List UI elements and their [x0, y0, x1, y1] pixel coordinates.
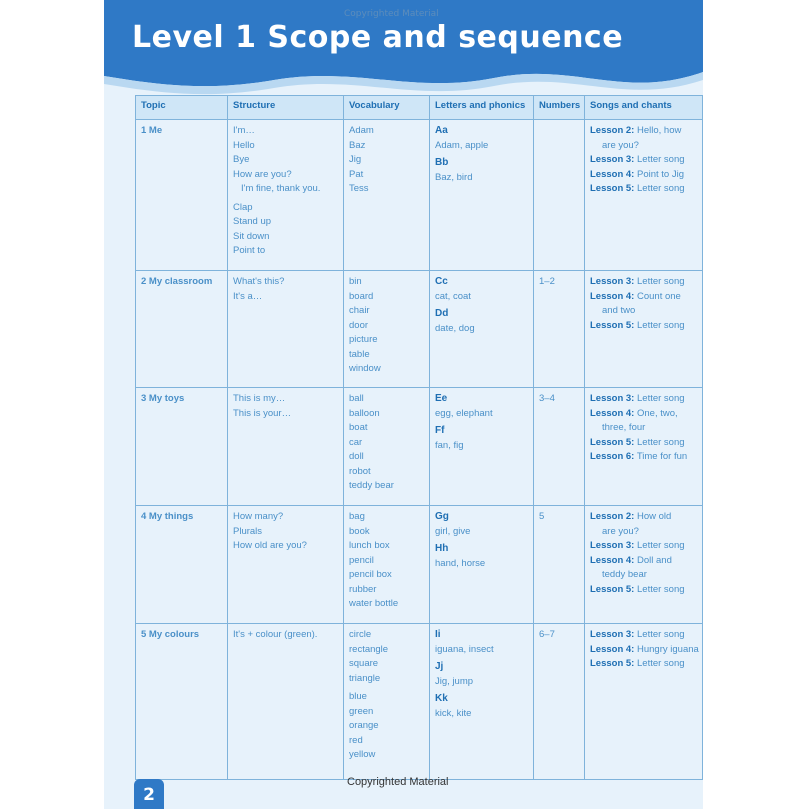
vocabulary-word: lunch box	[349, 540, 390, 551]
vocabulary-cell	[344, 271, 430, 388]
topic-cell: 3 My toys	[136, 388, 228, 506]
phonics-words: hand, horse	[435, 557, 486, 569]
song-lesson-label: Lesson 5:	[590, 583, 635, 595]
topic-cell: 5 My colours	[136, 624, 228, 780]
song-lesson-label: Lesson 3:	[590, 154, 635, 165]
song-lesson-label: Lesson 3:	[590, 540, 635, 551]
topic-cell: 2 My classroom	[136, 271, 228, 388]
song-entry	[590, 124, 697, 139]
numbers-cell: 3–4	[534, 388, 585, 506]
vocabulary-word: triangle	[349, 672, 381, 684]
vocabulary-word: bin	[349, 276, 362, 287]
structure-line: I'm fine, thank you.	[241, 183, 321, 194]
song-lesson-label: Lesson 5:	[590, 436, 635, 448]
song-title: Letter song	[637, 583, 685, 595]
structure-cell	[228, 624, 344, 780]
phonics-cell	[430, 388, 534, 506]
table-row	[136, 506, 703, 624]
song-lesson-label: Lesson 5:	[590, 183, 635, 194]
song-entry	[590, 450, 697, 465]
phonics-letters: Ee	[435, 393, 448, 404]
song-entry	[590, 436, 697, 451]
song-lesson-label: Lesson 6:	[590, 451, 635, 462]
column-header: Vocabulary	[344, 96, 430, 120]
song-lesson-label: Lesson 2:	[590, 125, 635, 136]
structure-line: This is your…	[233, 407, 292, 419]
structure-line: Bye	[233, 154, 250, 165]
phonics-words: Jig, jump	[435, 675, 474, 687]
phonics-words: date, dog	[435, 322, 475, 334]
song-title: Letter song	[637, 154, 685, 165]
song-title-continued: are you?	[602, 139, 639, 151]
numbers-cell: 5	[534, 506, 585, 624]
song-title: Count one	[637, 290, 681, 302]
vocabulary-word: balloon	[349, 407, 380, 419]
song-lesson-label: Lesson 4:	[590, 643, 635, 655]
document-page	[104, 0, 703, 809]
phonics-letters: Ii	[435, 629, 441, 640]
phonics-letters: Kk	[435, 693, 448, 704]
songs-cell	[585, 506, 703, 624]
column-header: Numbers	[534, 96, 585, 120]
phonics-letters: Dd	[435, 308, 449, 319]
song-entry	[590, 539, 697, 554]
phonics-cell	[430, 120, 534, 271]
vocabulary-word: picture	[349, 334, 378, 345]
phonics-words: Baz, bird	[435, 171, 473, 183]
vocabulary-word: rubber	[349, 583, 377, 595]
vocabulary-word: Baz	[349, 139, 366, 151]
song-lesson-label: Lesson 4:	[590, 168, 635, 180]
numbers-cell: 1–2	[534, 271, 585, 388]
vocabulary-word: Tess	[349, 183, 369, 194]
song-entry	[590, 275, 697, 290]
structure-cell	[228, 506, 344, 624]
column-header: Letters and phonics	[430, 96, 534, 120]
structure-cell	[228, 271, 344, 388]
structure-line: I'm…	[233, 125, 255, 136]
vocabulary-word: Adam	[349, 125, 374, 136]
phonics-cell	[430, 506, 534, 624]
phonics-words: iguana, insect	[435, 643, 494, 655]
song-entry	[590, 407, 697, 422]
column-header: Songs and chants	[585, 96, 703, 120]
song-entry	[590, 182, 697, 197]
vocabulary-word: table	[349, 348, 370, 360]
songs-cell	[585, 120, 703, 271]
vocabulary-word: Pat	[349, 168, 364, 180]
vocabulary-word: Jig	[349, 154, 362, 165]
song-lesson-label: Lesson 3:	[590, 629, 635, 640]
song-title: Letter song	[637, 393, 685, 404]
phonics-letters: Ff	[435, 425, 445, 436]
phonics-letters: Jj	[435, 661, 444, 672]
vocabulary-word: book	[349, 525, 370, 537]
title-banner	[104, 0, 703, 100]
song-lesson-label: Lesson 4:	[590, 407, 635, 419]
numbers-cell	[534, 120, 585, 271]
page-number-badge: 2	[134, 779, 164, 809]
phonics-letters: Gg	[435, 511, 449, 522]
vocabulary-word: square	[349, 658, 379, 669]
vocabulary-word: doll	[349, 451, 364, 462]
song-lesson-label: Lesson 4:	[590, 554, 635, 566]
vocabulary-word: water bottle	[349, 598, 399, 609]
song-title: Letter song	[637, 276, 685, 287]
song-lesson-label: Lesson 3:	[590, 393, 635, 404]
phonics-letters: Bb	[435, 157, 449, 168]
songs-cell	[585, 271, 703, 388]
song-title-continued: are you?	[602, 525, 639, 537]
phonics-letters: Hh	[435, 543, 449, 554]
vocabulary-word: pencil box	[349, 569, 392, 580]
topic-cell: 4 My things	[136, 506, 228, 624]
vocabulary-word: rectangle	[349, 643, 389, 655]
topic-cell: 1 Me	[136, 120, 228, 271]
vocabulary-cell	[344, 388, 430, 506]
vocabulary-cell	[344, 506, 430, 624]
structure-line: This is my…	[233, 393, 286, 404]
song-entry	[590, 657, 697, 672]
songs-cell	[585, 624, 703, 780]
structure-line: Stand up	[233, 216, 272, 227]
phonics-words: Adam, apple	[435, 139, 489, 151]
phonics-letters: Aa	[435, 125, 448, 136]
vocabulary-word: chair	[349, 305, 370, 316]
song-title: Letter song	[637, 319, 685, 331]
column-header: Topic	[136, 96, 228, 120]
song-lesson-label: Lesson 3:	[590, 276, 635, 287]
song-title-continued: and two	[602, 305, 636, 316]
watermark-bottom: Copyrighted Material	[347, 776, 449, 788]
song-lesson-label: Lesson 4:	[590, 290, 635, 302]
vocabulary-word: boat	[349, 422, 368, 433]
vocabulary-word: bag	[349, 511, 365, 522]
structure-line: Hello	[233, 139, 255, 151]
song-lesson-label: Lesson 5:	[590, 319, 635, 331]
song-title: Doll and	[637, 554, 672, 566]
vocabulary-word: teddy bear	[349, 480, 394, 491]
song-title: Point to Jig	[637, 168, 684, 180]
song-entry	[590, 643, 697, 658]
vocabulary-word: robot	[349, 465, 371, 477]
song-lesson-label: Lesson 5:	[590, 658, 635, 669]
vocabulary-cell	[344, 624, 430, 780]
table-header-row	[136, 96, 703, 120]
vocabulary-word: pencil	[349, 554, 374, 566]
phonics-words: egg, elephant	[435, 407, 493, 419]
song-title: Letter song	[637, 436, 685, 448]
scope-sequence-table	[135, 95, 703, 780]
vocabulary-word: door	[349, 319, 369, 331]
phonics-words: cat, coat	[435, 290, 471, 302]
structure-line: It's a…	[233, 290, 263, 302]
vocabulary-word: yellow	[349, 749, 376, 760]
page-title: Level 1 Scope and sequence	[132, 20, 624, 55]
song-title: Letter song	[637, 629, 685, 640]
song-title: Letter song	[637, 658, 685, 669]
song-title-continued: three, four	[602, 422, 646, 433]
vocabulary-word: orange	[349, 720, 379, 731]
phonics-cell	[430, 271, 534, 388]
song-entry	[590, 153, 697, 168]
table-row	[136, 120, 703, 271]
song-entry	[590, 583, 697, 598]
song-entry	[590, 628, 697, 643]
structure-line: How many?	[233, 511, 284, 522]
song-title: Hungry iguana	[637, 643, 699, 655]
song-title: How old	[637, 511, 672, 522]
table-row	[136, 271, 703, 388]
structure-line: Plurals	[233, 525, 263, 537]
song-entry	[590, 554, 697, 569]
phonics-words: girl, give	[435, 525, 471, 537]
vocabulary-word: green	[349, 705, 374, 717]
song-entry	[590, 168, 697, 183]
structure-line: How old are you?	[233, 540, 307, 551]
song-title: Time for fun	[636, 451, 688, 462]
song-title-continued: teddy bear	[602, 569, 647, 580]
phonics-cell	[430, 624, 534, 780]
structure-line: Clap	[233, 201, 253, 213]
structure-cell	[228, 120, 344, 271]
song-title: Hello, how	[637, 125, 682, 136]
phonics-letters: Cc	[435, 276, 448, 287]
vocabulary-word: blue	[349, 691, 367, 702]
song-entry	[590, 510, 697, 525]
song-entry	[590, 290, 697, 305]
column-header: Structure	[228, 96, 344, 120]
song-title: One, two,	[637, 407, 678, 419]
table-row	[136, 624, 703, 780]
watermark-top: Copyrighted Material	[344, 9, 439, 19]
structure-line: It's + colour (green).	[233, 629, 318, 640]
structure-line: Sit down	[233, 230, 270, 242]
structure-cell	[228, 388, 344, 506]
structure-line: Point to	[233, 245, 266, 256]
songs-cell	[585, 388, 703, 506]
song-title: Letter song	[637, 540, 685, 551]
song-lesson-label: Lesson 2:	[590, 511, 635, 522]
vocabulary-word: car	[349, 436, 363, 448]
phonics-words: fan, fig	[435, 439, 464, 451]
vocabulary-cell	[344, 120, 430, 271]
phonics-words: kick, kite	[435, 707, 472, 719]
table-row	[136, 388, 703, 506]
song-title: Letter song	[637, 183, 685, 194]
vocabulary-word: board	[349, 290, 374, 302]
structure-line: How are you?	[233, 168, 292, 180]
vocabulary-word: window	[349, 363, 381, 374]
vocabulary-word: ball	[349, 393, 364, 404]
song-entry	[590, 319, 697, 334]
song-entry	[590, 392, 697, 407]
vocabulary-word: red	[349, 734, 363, 746]
structure-line: What's this?	[233, 276, 285, 287]
vocabulary-word: circle	[349, 629, 372, 640]
numbers-cell: 6–7	[534, 624, 585, 780]
